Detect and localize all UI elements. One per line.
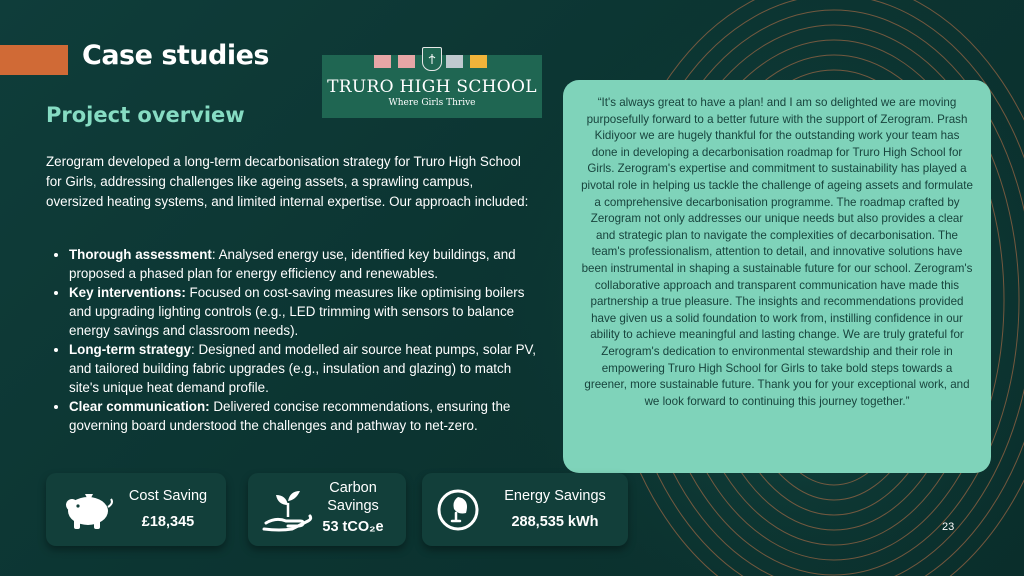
- logo-square-pink: [374, 55, 391, 68]
- list-item: [69, 340, 539, 397]
- stat-card-cost-saving: [46, 473, 226, 546]
- stat-label: Energy Savings: [504, 488, 606, 504]
- logo-tagline: Where Girls Thrive: [388, 98, 476, 108]
- logo-square-grey: [446, 55, 463, 68]
- piggy-bank-icon: [58, 485, 116, 535]
- list-item-title: Clear communication:: [69, 399, 210, 414]
- crest-icon: [422, 47, 442, 71]
- list-item: [69, 397, 539, 435]
- stat-label: Carbon Savings: [327, 480, 379, 514]
- intro-paragraph: Zerogram developed a long-term decarbonisation strategy for Truro High School for Girls, addressing challenges like ageing assets, a sprawling campus, oversized heating systems, and limited internal expertise. Our approach included:: [46, 154, 529, 209]
- stat-label: Cost Saving: [128, 488, 208, 504]
- stat-value: 53 tCO₂e: [322, 519, 384, 535]
- title-accent-bar: [0, 45, 68, 75]
- school-logo: [322, 55, 542, 118]
- logo-square-yellow: [470, 55, 487, 68]
- testimonial-quote: “It's always great to have a plan! and I am so delighted we are moving purposefully forward to a better future with the support of Zerogram. Prash Kidiyoor we are hugely thankful for the outstanding work your team has done in developing a decarbonisation roadmap for Truro High School for Girls. Zerogram's expertise and commitment to sustainability has played a pivotal role in helping us tackle the challenge of ageing assets and formulate a comprehensive decarbonisation programme. The roadmap crafted by Zerogram not only addresses our unique needs but also provides a clear and strategic plan to navigate the complexities of decarbonisation. The team's professionalism, attention to detail, and innovative solutions have been instrumental in shaping a sustainable future for our school. Zerogram's collaborative approach and transparent communication have made this partnership a true pleasure. The insights and recommendations provided have given us a solid foundation to work from, instilling confidence in our ability to achieve meaningful and lasting change. We are truly grateful for Zerogram's dedication to environmental stewardship and their role in empowering Truro High School for Girls to take bold steps towards a greener, more sustainable future. Thank you for your exceptional work, and we look forward to continuing this journey together.”: [563, 80, 991, 473]
- list-item: [69, 245, 539, 283]
- list-item-title: Thorough assessment: [69, 247, 212, 262]
- stat-card-carbon-savings: [248, 473, 406, 546]
- list-item-text: Focused on cost-saving measures like optimising boilers and upgrading lighting controls (e.g., LED trimming with sensors to balance energy savings and classroom needs).: [69, 285, 525, 338]
- stat-value: 288,535 kWh: [511, 514, 599, 530]
- section-heading: Project overview: [46, 103, 245, 127]
- plug-leaf-icon: [434, 485, 492, 535]
- logo-school-name: TRURO HIGH SCHOOL: [327, 77, 537, 97]
- page-title: Case studies: [82, 40, 269, 71]
- list-item-text: Delivered concise recommendations, ensuring the governing board understood the challenges and pathway to net-zero.: [69, 399, 511, 433]
- list-item-text: : Designed and modelled air source heat pumps, solar PV, and tailored building fabric upgrades (e.g., insulation and glazing) to match site's unique heat demand profile.: [69, 342, 536, 395]
- list-item-text: : Analysed energy use, identified key buildings, and proposed a phased plan for energy efficiency and renewables.: [69, 247, 516, 281]
- list-item: [69, 283, 539, 340]
- stat-card-energy-savings: [422, 473, 628, 546]
- list-item-title: Key interventions:: [69, 285, 186, 300]
- stat-value: £18,345: [141, 514, 195, 530]
- page-number: 23: [942, 521, 955, 533]
- logo-square-pink-2: [398, 55, 415, 68]
- list-item-title: Long-term strategy: [69, 342, 192, 357]
- approach-list: [52, 245, 539, 435]
